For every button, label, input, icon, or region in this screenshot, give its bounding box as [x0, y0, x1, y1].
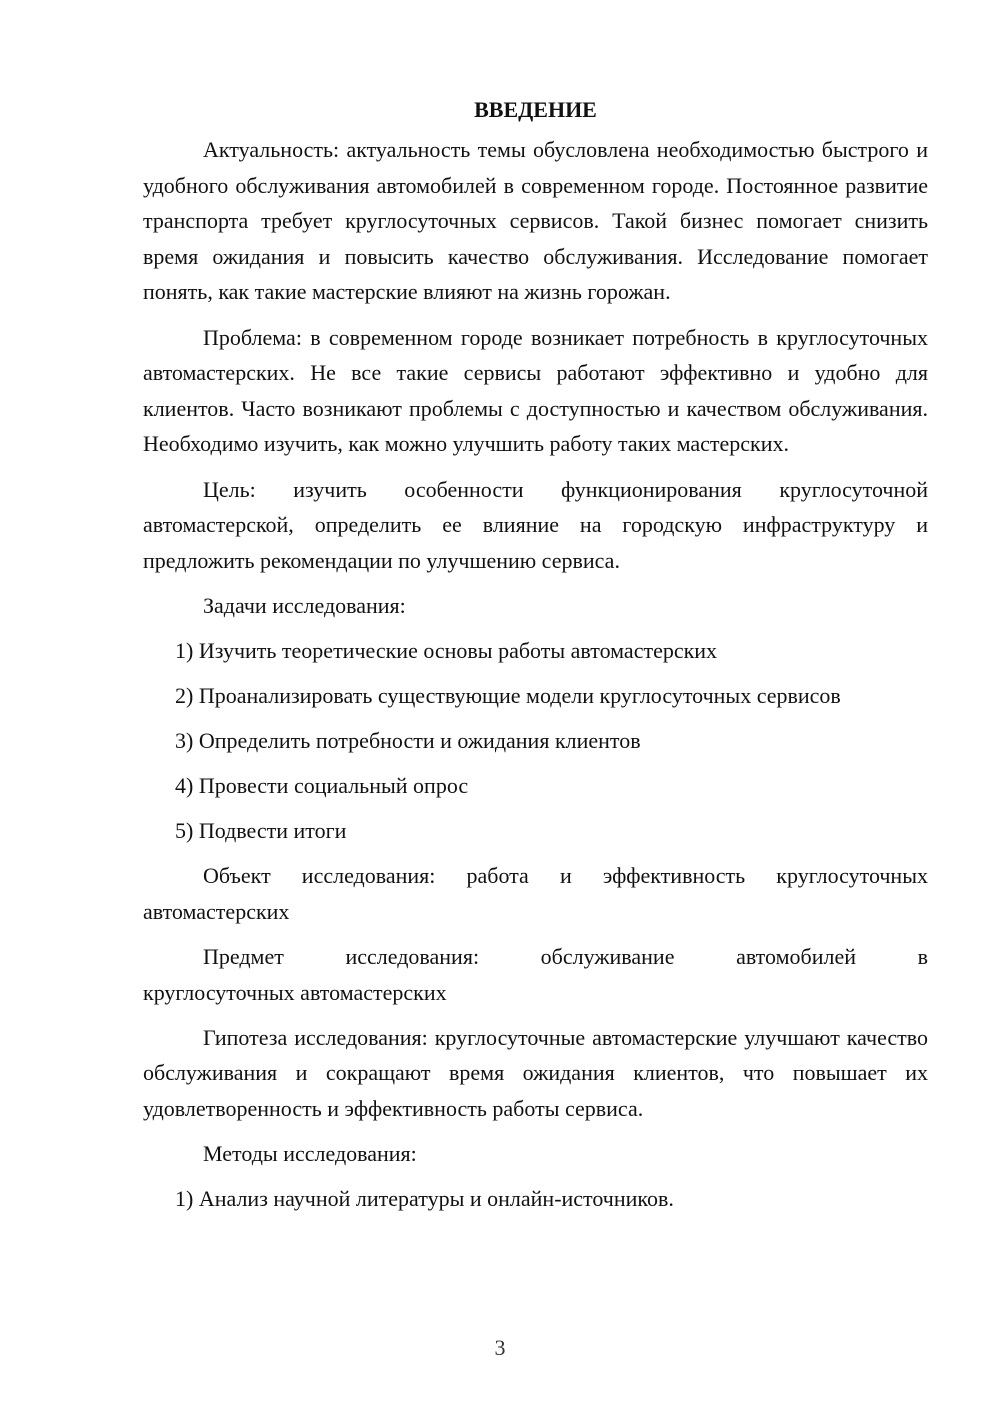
- methods-heading: Методы исследования:: [203, 1141, 417, 1166]
- list-item: 1) Анализ научной литературы и онлайн-источников.: [175, 1186, 674, 1211]
- paragraph-subject-line-2: круглосуточных автомастерских: [143, 979, 447, 1005]
- paragraph-relevance: Актуальность: актуальность темы обусловлена необходимостью быстрого и удобного обслуживания автомобилей в современном городе. Постоянное развитие транспорта требует круглосуточных сервисов. Такой бизнес помогает снизить время ожидания и повысить качество обслуживания. Исследование помогает понять, как такие мастерские влияют на жизнь горожан.: [143, 137, 928, 304]
- paragraph-goal: Цель: изучить особенности функционирования круглосуточной автомастерской, определить ее влияние на городскую инфраструктуру и предложить рекомендации по улучшению сервиса.: [143, 476, 928, 573]
- paragraph-problem: Проблема: в современном городе возникает потребность в круглосуточных автомастерских. Не все такие сервисы работают эффективно и удобно для клиентов. Часто возникают проблемы с доступностью и качеством обслуживания. Необходимо изучить, как можно улучшить работу таких мастерских.: [143, 324, 928, 456]
- paragraph-subject: [143, 939, 928, 1010]
- list-item: 3) Определить потребности и ожидания клиентов: [175, 728, 641, 753]
- methods-list: [143, 1181, 928, 1216]
- paragraph-hypothesis: Гипотеза исследования: круглосуточные автомастерские улучшают качество обслуживания и сокращают время ожидания клиентов, что повышает их удовлетворенность и эффективность работы сервиса.: [143, 1024, 928, 1121]
- page-number: 3: [494, 1335, 506, 1360]
- list-item: 1) Изучить теоретические основы работы автомастерских: [175, 638, 718, 663]
- list-item: 4) Провести социальный опрос: [175, 773, 469, 798]
- list-item: 5) Подвести итоги: [175, 818, 347, 843]
- paragraph-subject-line-1: Предмет исследования: обслуживание автомобилей в: [203, 944, 928, 969]
- tasks-heading: Задачи исследования:: [203, 593, 406, 618]
- page-title: ВВЕДЕНИЕ: [474, 97, 597, 122]
- list-item: 2) Проанализировать существующие модели круглосуточных сервисов: [175, 683, 841, 708]
- tasks-list: [143, 633, 928, 848]
- paragraph-object: Объект исследования: работа и эффективность круглосуточных автомастерских: [143, 863, 928, 924]
- page-content: [143, 92, 928, 1226]
